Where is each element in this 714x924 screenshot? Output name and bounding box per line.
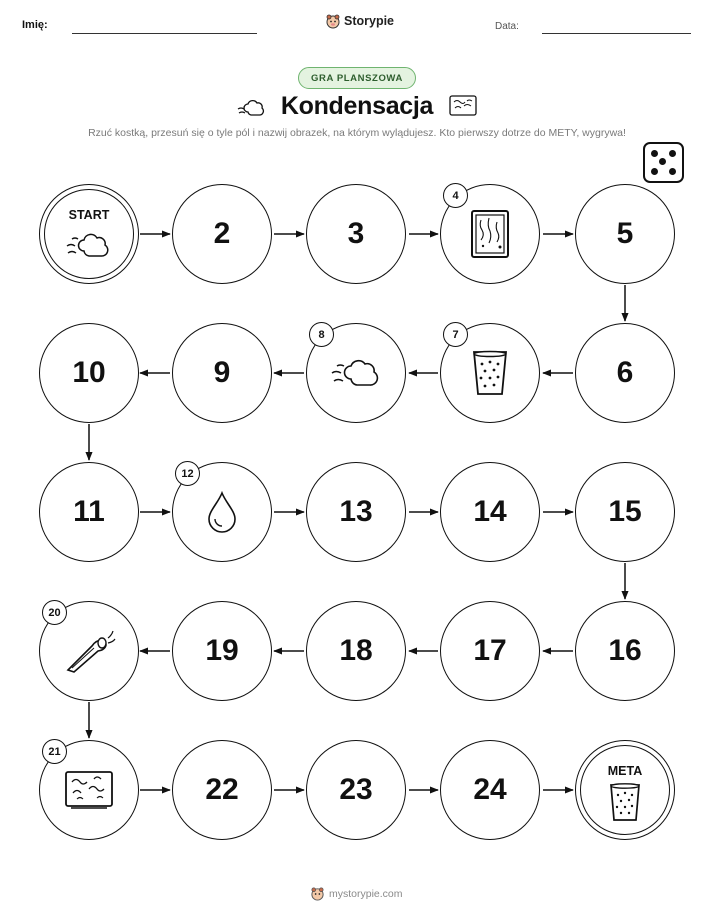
- board-cell-20[interactable]: [39, 601, 139, 701]
- cell-number-badge: 12: [175, 461, 200, 486]
- board-cell-15[interactable]: [575, 462, 675, 562]
- footer: [310, 886, 403, 901]
- board-cell-4[interactable]: [440, 184, 540, 284]
- cell-number: 22: [205, 773, 239, 806]
- board-cell-21[interactable]: [39, 740, 139, 840]
- cell-number: 14: [473, 495, 507, 528]
- cell-number: 24: [473, 773, 507, 806]
- cell-number: 6: [616, 356, 634, 389]
- footer-url[interactable]: mystorypie.com: [329, 887, 403, 900]
- cell-number: 2: [213, 217, 231, 250]
- kettle-spout-icon: [62, 628, 116, 674]
- board-cell-19[interactable]: [172, 601, 272, 701]
- cell-number: 5: [616, 217, 634, 250]
- cell-number: 17: [473, 634, 507, 667]
- cell-number: 18: [339, 634, 373, 667]
- name-label: Imię:: [22, 19, 48, 31]
- cell-number-badge: 7: [443, 322, 468, 347]
- page-title: Kondensacja: [280, 92, 434, 120]
- start-label: START: [68, 208, 110, 222]
- board-cell-6[interactable]: [575, 323, 675, 423]
- board-cell-22[interactable]: [172, 740, 272, 840]
- board-cell-16[interactable]: [575, 601, 675, 701]
- board-cell-14[interactable]: [440, 462, 540, 562]
- board-cell-9[interactable]: [172, 323, 272, 423]
- cell-number-badge: 4: [443, 183, 468, 208]
- board-cell-8[interactable]: [306, 323, 406, 423]
- cell-number: 3: [347, 217, 365, 250]
- board-cell-17[interactable]: [440, 601, 540, 701]
- board-cell-23[interactable]: [306, 740, 406, 840]
- board-cell-18[interactable]: [306, 601, 406, 701]
- board-cell-13[interactable]: [306, 462, 406, 562]
- cell-number: 13: [339, 495, 373, 528]
- foggy-mirror-icon: [63, 769, 115, 811]
- steam-cloud-icon: [64, 228, 114, 264]
- board-cell-meta[interactable]: [575, 740, 675, 840]
- storypie-mascot-icon: [310, 886, 325, 901]
- glass-droplets-icon: [608, 781, 642, 823]
- board-cell-2[interactable]: [172, 184, 272, 284]
- board-cell-11[interactable]: [39, 462, 139, 562]
- cell-number: 15: [608, 495, 642, 528]
- board-cell-start[interactable]: [39, 184, 139, 284]
- game-type-badge: GRA PLANSZOWA: [298, 67, 416, 89]
- board-cell-3[interactable]: [306, 184, 406, 284]
- cell-number-badge: 21: [42, 739, 67, 764]
- meta-label: META: [607, 764, 643, 778]
- cell-number: 16: [608, 634, 642, 667]
- date-label: Data:: [495, 21, 519, 32]
- board-cell-7[interactable]: [440, 323, 540, 423]
- board-cell-12[interactable]: [172, 462, 272, 562]
- window-condensation-icon: [469, 208, 511, 260]
- board-cell-10[interactable]: [39, 323, 139, 423]
- cell-number-badge: 20: [42, 600, 67, 625]
- steam-cloud-icon: [329, 353, 383, 393]
- instructions-text: Rzuć kostką, przesuń się o tyle pól i nazwij obrazek, na którym wylądujesz. Kto pierwszy dotrze do METY, wygrywa!: [88, 127, 626, 139]
- cell-number: 9: [213, 356, 231, 389]
- cell-number-badge: 8: [309, 322, 334, 347]
- glass-droplets-icon: [470, 348, 510, 398]
- cell-number: 19: [205, 634, 239, 667]
- cell-number: 10: [72, 356, 106, 389]
- board-cell-5[interactable]: [575, 184, 675, 284]
- cell-number: 23: [339, 773, 373, 806]
- cell-number: 11: [73, 495, 105, 528]
- board-cell-24[interactable]: [440, 740, 540, 840]
- brand-name: Storypie: [344, 14, 395, 28]
- water-drop-icon: [206, 491, 238, 533]
